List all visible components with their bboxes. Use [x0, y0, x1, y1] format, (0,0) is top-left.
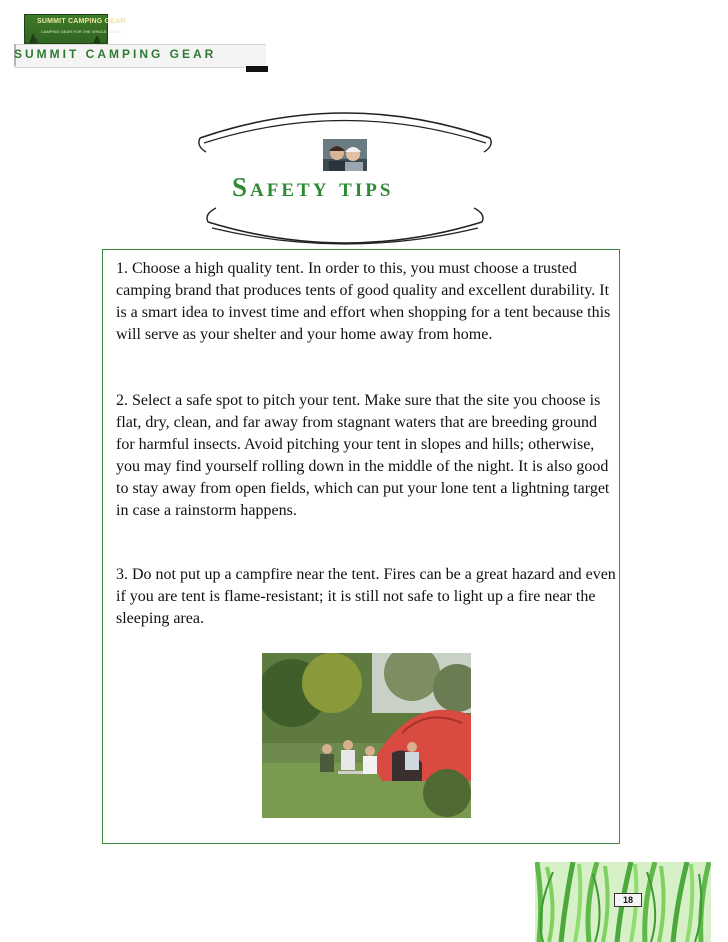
page-title: Safety tips — [232, 172, 394, 202]
camping-photo — [262, 653, 471, 818]
logo-text: SUMMIT CAMPING GEAR — [37, 18, 126, 25]
header-accent-block — [246, 66, 268, 72]
brand-title: SUMMIT CAMPING GEAR — [14, 47, 217, 61]
page-number: 18 — [614, 893, 642, 907]
people-photo — [323, 139, 367, 171]
tip-paragraph: 1. Choose a high quality tent. In order to this, you must choose a trusted camping brand that produces tents of good quality and excellent durability. It is a smart idea to invest time and effort when shopping for a tent because this will serve as your shelter and your home away from home. — [116, 260, 611, 343]
logo-tagline: CAMPING GEAR FOR THE WHOLE FAMILY — [41, 29, 122, 34]
tip-paragraph: 2. Select a safe spot to pitch your tent. Make sure that the site you choose is flat, dry, clean, and far away from stagnant waters that are breeding ground for harmful insects. Avoid pitching your tent in slopes and hills; otherwise, you may find yourself rolling down in the middle of the night. It is also good to stay away from open fields, which can put your lone tent a lightning target in case a rainstorm happens. — [116, 392, 610, 519]
tip-paragraph: 3. Do not put up a campfire near the tent. Fires can be a great hazard and even if you are tent is flame-resistant; it is still not safe to light up a fire near the sleeping area. — [116, 566, 616, 627]
